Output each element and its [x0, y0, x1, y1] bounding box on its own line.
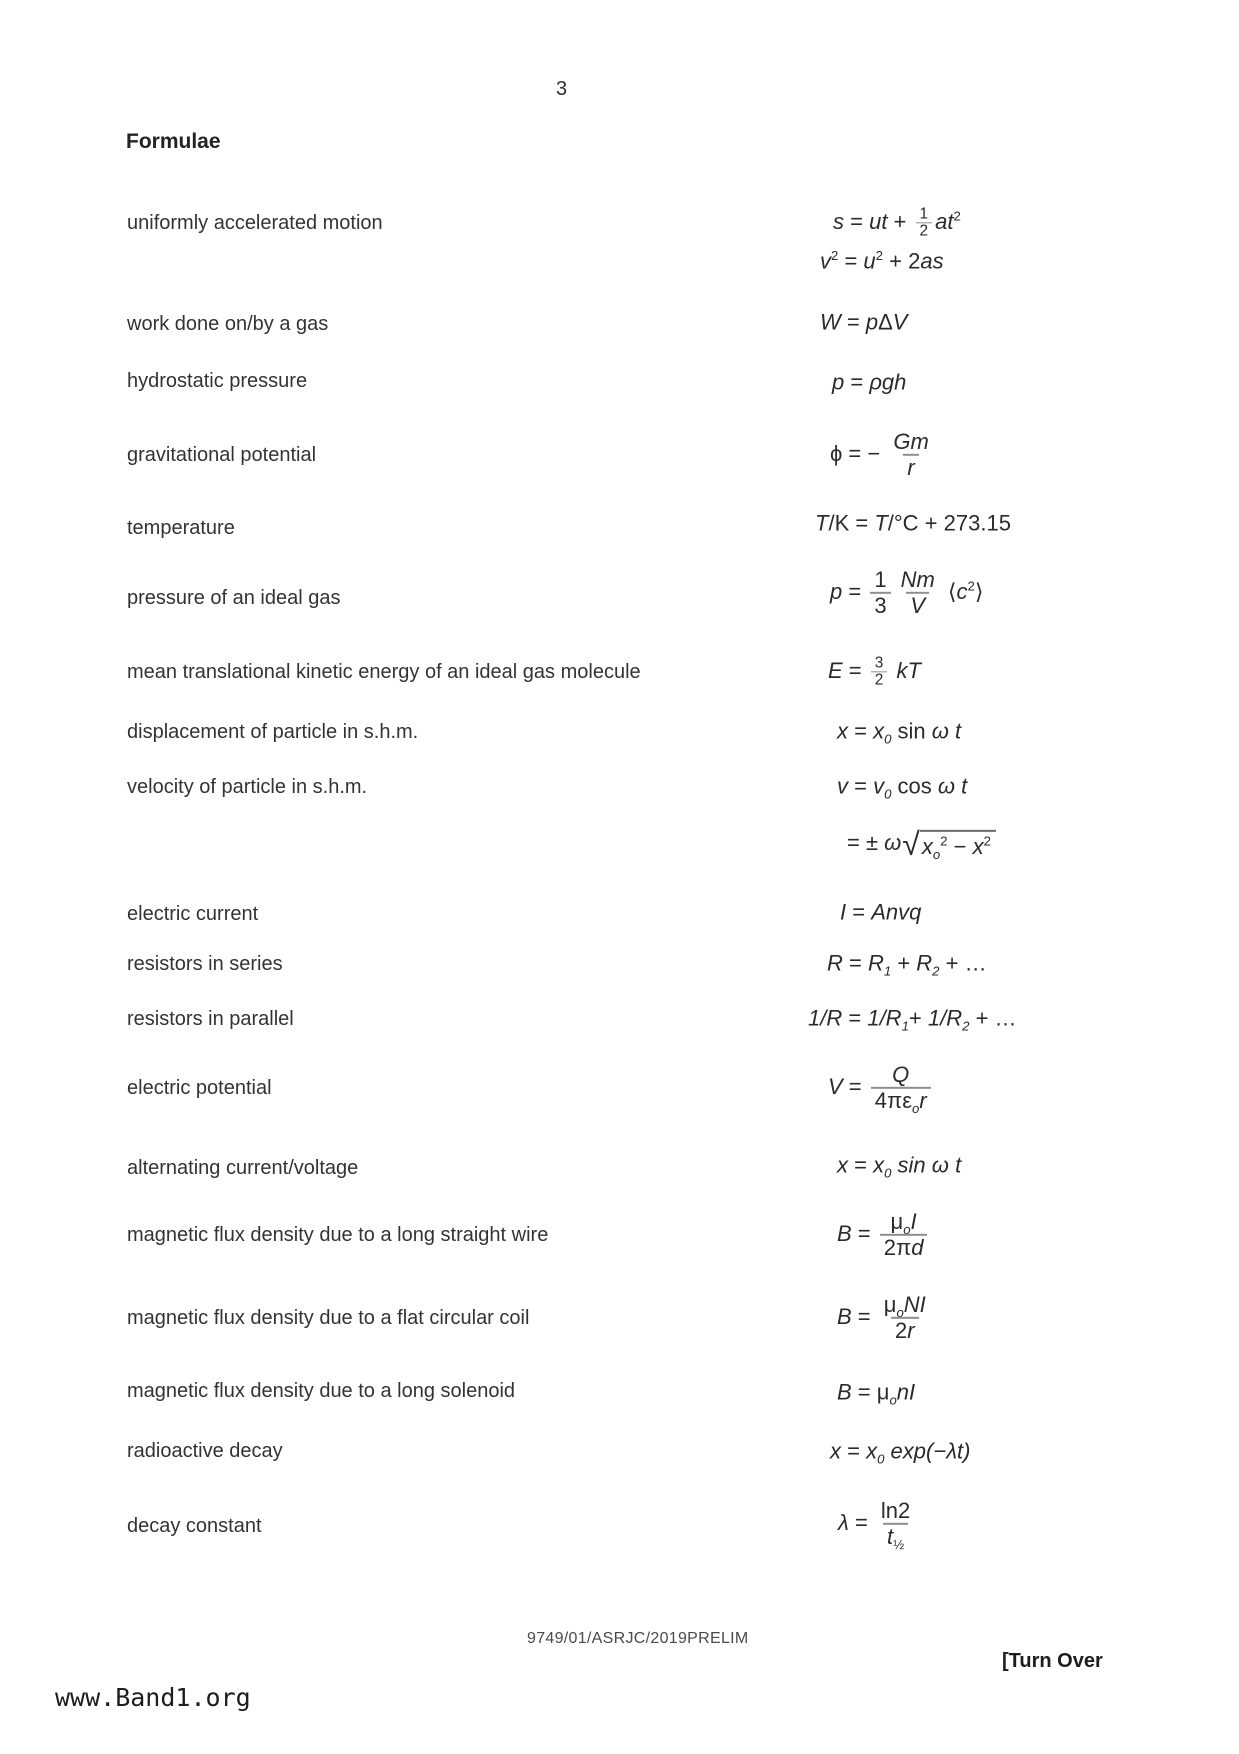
fraction-denominator: $4\pi\varepsilon_or$: [871, 1087, 931, 1113]
formula-label: magnetic flux density due to a long solenoid: [127, 1380, 516, 1402]
turn-over-label: [Turn Over: [1002, 1650, 1103, 1672]
fraction: [871, 1061, 931, 1117]
formula-label: radioactive decay: [127, 1440, 283, 1462]
page-heading: Formulae: [126, 130, 221, 153]
formula-expression: $x = x_0$ sin ω t: [837, 1152, 962, 1181]
formula-expression: B = $\frac{\mu_oNI}{2r}$: [837, 1293, 933, 1343]
fraction: [870, 568, 890, 618]
fraction-denominator: 3: [870, 592, 890, 618]
page-number: 3: [556, 78, 568, 100]
formula-label: magnetic flux density due to a flat circular coil: [127, 1307, 530, 1329]
fraction-denominator: r: [903, 454, 918, 480]
formula-label: temperature: [127, 517, 235, 539]
fraction: [877, 1497, 914, 1553]
formula-expression: ϕ = − $\frac{Gm}{r}$: [830, 430, 936, 480]
formula-expression: I = Anvq: [840, 899, 922, 925]
formula-expression: p = $\frac{1}{3}$ $\frac{Nm}{V}$ $⟨c^2⟩$: [830, 566, 984, 618]
formula-label: gravitational potential: [127, 444, 317, 466]
formula-label: mean translational kinetic energy of an ideal gas molecule: [127, 661, 641, 683]
formula-expression: p = ρgh: [832, 369, 907, 395]
formula-expression: W = pΔV: [820, 309, 908, 335]
formula-label: magnetic flux density due to a long straight wire: [127, 1224, 549, 1246]
formula-expression: E = $\frac{3}{2}$ kT: [828, 654, 921, 689]
formula-label: resistors in series: [127, 953, 283, 975]
formula-label: resistors in parallel: [127, 1008, 294, 1030]
fraction-numerator: Q: [892, 1061, 910, 1087]
footer-paper-code: 9749/01/ASRJC/2019PRELIM: [527, 1630, 749, 1647]
formula-expression: $x = x_0$ exp(−λt): [830, 1438, 971, 1467]
formula-label: velocity of particle in s.h.m.: [127, 776, 368, 798]
formula-expression: s = ut + $\frac{1}{2}$ $at^2$: [833, 205, 961, 240]
fraction-numerator: ln2: [880, 1497, 911, 1523]
formula-expression: T/K = T/°C + 273.15: [815, 510, 1011, 536]
fraction-numerator: 3: [874, 654, 884, 672]
fraction: [889, 430, 932, 480]
formula-label: electric potential: [127, 1077, 272, 1099]
formula-label: displacement of particle in s.h.m.: [127, 721, 419, 743]
formula-label: pressure of an ideal gas: [127, 587, 341, 609]
formula-expression: $v = v_0$ cos ω t: [837, 773, 968, 802]
formula-expression: $R = R_1 + R_2$ + …: [827, 950, 987, 979]
fraction-numerator: Nm: [900, 566, 935, 592]
fraction-denominator: 2: [916, 223, 933, 240]
fraction-denominator: 2: [871, 672, 888, 689]
formula-expression: $1/R = 1/R_1+ 1/R_2$ + …: [808, 1005, 1017, 1034]
formula-label: electric current: [127, 903, 259, 925]
formula-expression: = ± ω √ $x_o^2 - x^2$: [847, 829, 996, 859]
fraction-denominator: V: [906, 592, 929, 618]
formula-label: decay constant: [127, 1515, 262, 1537]
formula-expression: $x = x_0$ sin ω t: [837, 718, 962, 747]
radical-sign: √: [902, 825, 920, 862]
fraction-numerator: $\mu_oNI$: [883, 1291, 926, 1321]
fraction-denominator: 2r: [891, 1317, 919, 1343]
formula-expression: B = $\frac{\mu_oI}{2\pi d}$: [837, 1210, 930, 1260]
formula-expression: $v^2 = u^2 + 2as$: [820, 248, 944, 274]
fraction: [897, 568, 939, 618]
fraction: [871, 655, 888, 688]
formula-expression: V = $\frac{Q}{4\pi\varepsilon_or}$: [828, 1063, 934, 1113]
fraction-denominator: 2πd: [880, 1234, 928, 1260]
fraction: [880, 1210, 928, 1260]
fraction: [880, 1293, 930, 1343]
formula-expression: $B = \mu_onI$: [837, 1379, 916, 1408]
formula-label: alternating current/voltage: [127, 1157, 359, 1179]
watermark-url: www.Band1.org: [55, 1683, 251, 1712]
fraction-numerator: $\mu_oI$: [890, 1208, 917, 1238]
formula-label: uniformly accelerated motion: [127, 212, 383, 234]
fraction-denominator: $t_{\frac{1}{2}}$: [883, 1523, 908, 1549]
formula-label: work done on/by a gas: [127, 313, 329, 335]
fraction-numerator: Gm: [893, 428, 929, 454]
fraction-numerator: 1: [919, 205, 929, 223]
square-root: √ $x_o^2 - x^2$: [902, 829, 996, 859]
formula-label: hydrostatic pressure: [127, 370, 308, 392]
fraction: [916, 206, 933, 239]
fraction-numerator: 1: [874, 566, 887, 592]
formula-expression: λ = $\frac{\ln 2}{t_{\frac{1}{2}}}$: [838, 1499, 917, 1549]
